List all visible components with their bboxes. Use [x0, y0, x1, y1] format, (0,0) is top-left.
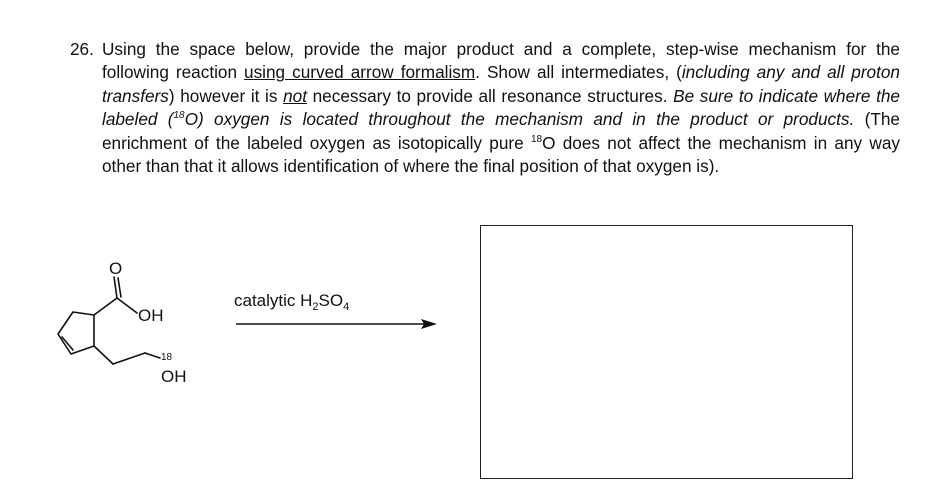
isotope-superscript: 18 — [173, 110, 185, 122]
curved-arrow-phrase: using curved arrow formalism — [244, 62, 476, 83]
chain-bond — [113, 353, 145, 364]
question-text — [102, 38, 900, 178]
reagent-label — [234, 291, 349, 311]
proton-transfer-phrase: including any and all proton transfers — [102, 62, 900, 106]
acid-bond — [94, 298, 117, 315]
alcohol-oh-label: OH — [161, 367, 187, 386]
chain-bond — [94, 346, 113, 364]
label-instruction-part: Be sure to indicate where the labeled ( — [102, 85, 900, 130]
question-text-part: necessary to provide all resonance structures. — [306, 85, 674, 106]
question-text-part: (The enrichment of the labeled oxygen as isotopically pure — [102, 109, 900, 153]
reagent-text: catalytic H — [234, 291, 313, 310]
question-text-part: ) however it is — [168, 85, 284, 106]
answer-box[interactable] — [480, 225, 853, 479]
question-text-part: . Show all intermediates, ( — [475, 62, 682, 83]
carbonyl-bond-2 — [118, 278, 121, 297]
acid-oh-label: OH — [138, 306, 164, 325]
isotope-superscript: 18 — [530, 133, 543, 145]
question-text-part: Using the space below, provide the major product and a complete, step-wise mechanism for the following reaction — [102, 39, 900, 83]
carbonyl-oxygen-label: O — [109, 259, 123, 278]
question-block — [70, 38, 900, 178]
ring-bond — [58, 312, 94, 354]
reagent-subscript: 4 — [343, 301, 350, 313]
question-number: 26. — [70, 39, 94, 59]
reaction-arrow — [234, 314, 439, 334]
not-emphasis: not — [283, 85, 307, 106]
label-instruction-part: O) oxygen is located throughout the mechanism and in the product or products. — [184, 109, 855, 130]
chain-bond — [145, 353, 160, 358]
question-text-part: O does not affect the mechanism in any way other than that it allows identification of where the final position of that oxygen is). — [102, 132, 900, 177]
carbonyl-bond — [114, 277, 117, 298]
acid-oh-bond — [117, 298, 137, 313]
isotope-label: 18 — [161, 352, 173, 363]
reactant-structure — [40, 250, 220, 400]
reagent-subscript: 2 — [312, 301, 319, 313]
reagent-text: SO — [318, 291, 344, 310]
